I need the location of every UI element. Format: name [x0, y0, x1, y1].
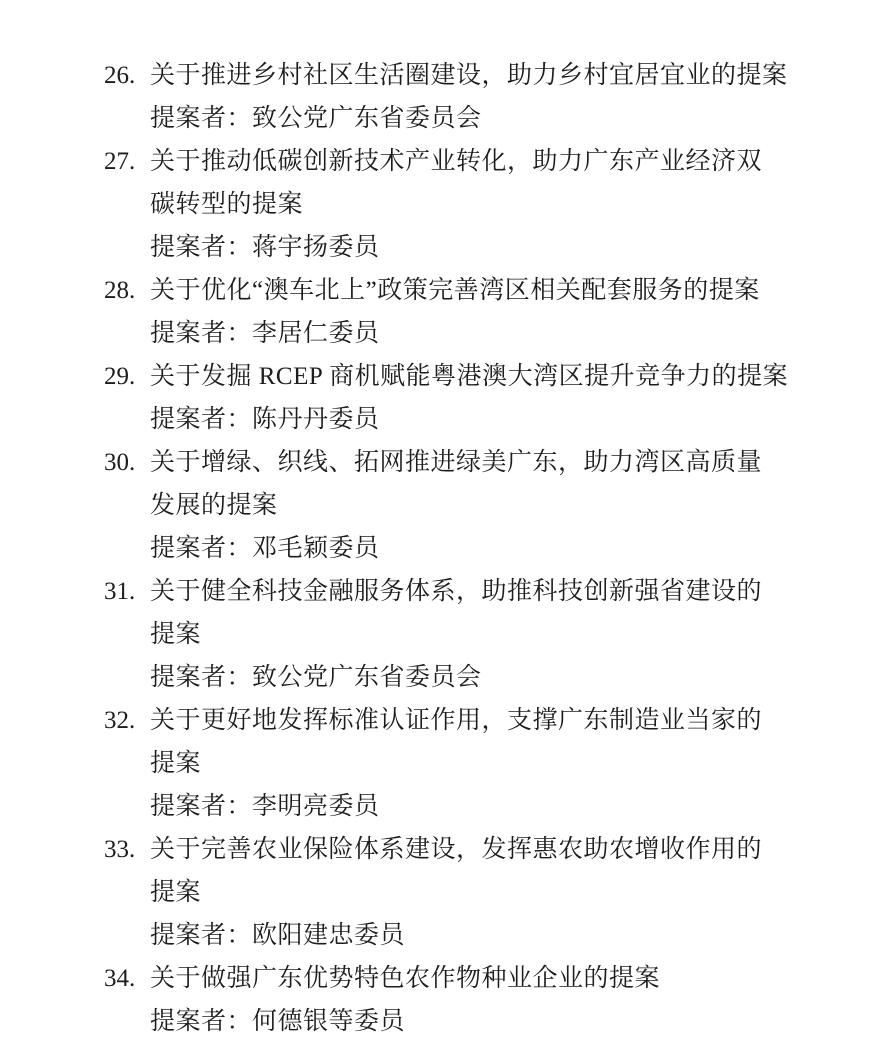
proposal-item-31	[104, 570, 824, 699]
item-number: 31.	[104, 578, 136, 605]
proposal-item-26	[104, 54, 824, 140]
proposal-item-30	[104, 441, 824, 570]
proposal-proposer: 提案者：致公党广东省委员会	[150, 664, 482, 691]
item-number: 27.	[104, 148, 136, 175]
proposal-proposer: 提案者：李明亮委员	[150, 793, 380, 820]
proposal-proposer: 提案者：陈丹丹委员	[150, 406, 380, 433]
proposal-title-text: 关于完善农业保险体系建设，发挥惠农助农增收作用的	[150, 836, 763, 863]
proposal-proposer: 提案者：李居仁委员	[150, 320, 380, 347]
proposal-item-32	[104, 699, 824, 828]
proposal-item-33	[104, 828, 824, 957]
proposal-title-line	[104, 699, 824, 742]
item-number: 30.	[104, 449, 136, 476]
proposal-item-34	[104, 957, 824, 1043]
proposal-title-line	[104, 54, 824, 97]
proposal-proposer: 提案者：邓毛颖委员	[150, 535, 380, 562]
proposal-title-text: 关于优化“澳车北上”政策完善湾区相关配套服务的提案	[150, 277, 760, 304]
proposal-proposer: 提案者：何德银等委员	[150, 1008, 406, 1035]
proposal-title-line	[104, 269, 824, 312]
proposal-item-29	[104, 355, 824, 441]
proposal-proposer: 提案者：蒋宇扬委员	[150, 234, 380, 261]
proposal-title-line	[104, 355, 824, 398]
proposal-list	[104, 54, 824, 1043]
item-number: 29.	[104, 363, 136, 390]
item-number: 28.	[104, 277, 136, 304]
proposal-title-line: 发展的提案	[150, 492, 278, 519]
proposal-title-text: 关于增绿、织线、拓网推进绿美广东，助力湾区高质量	[150, 449, 763, 476]
proposal-title-line: 碳转型的提案	[150, 191, 304, 218]
proposal-item-27	[104, 140, 824, 269]
item-number: 32.	[104, 707, 136, 734]
proposal-title-text: 关于健全科技金融服务体系，助推科技创新强省建设的	[150, 578, 763, 605]
item-number: 34.	[104, 965, 136, 992]
proposal-title-line	[104, 828, 824, 871]
proposal-title-line	[104, 441, 824, 484]
proposal-title-line	[104, 957, 824, 1000]
proposal-title-line	[104, 140, 824, 183]
proposal-title-text: 关于更好地发挥标准认证作用，支撑广东制造业当家的	[150, 707, 763, 734]
proposal-item-28	[104, 269, 824, 355]
item-number: 26.	[104, 62, 136, 89]
proposal-title-text: 关于推进乡村社区生活圈建设，助力乡村宜居宜业的提案	[150, 62, 788, 89]
proposal-title-line: 提案	[150, 750, 202, 777]
proposal-title-text: 关于推动低碳创新技术产业转化，助力广东产业经济双	[150, 148, 763, 175]
proposal-proposer: 提案者：欧阳建忠委员	[150, 922, 406, 949]
proposal-proposer: 提案者：致公党广东省委员会	[150, 105, 482, 132]
proposal-title-line	[104, 570, 824, 613]
proposal-title-text: 关于做强广东优势特色农作物种业企业的提案	[150, 965, 661, 992]
proposal-title-line: 提案	[150, 621, 202, 648]
proposal-title-line: 提案	[150, 879, 202, 906]
proposal-title-text: 关于发掘 RCEP 商机赋能粤港澳大湾区提升竞争力的提案	[150, 363, 789, 390]
item-number: 33.	[104, 836, 136, 863]
